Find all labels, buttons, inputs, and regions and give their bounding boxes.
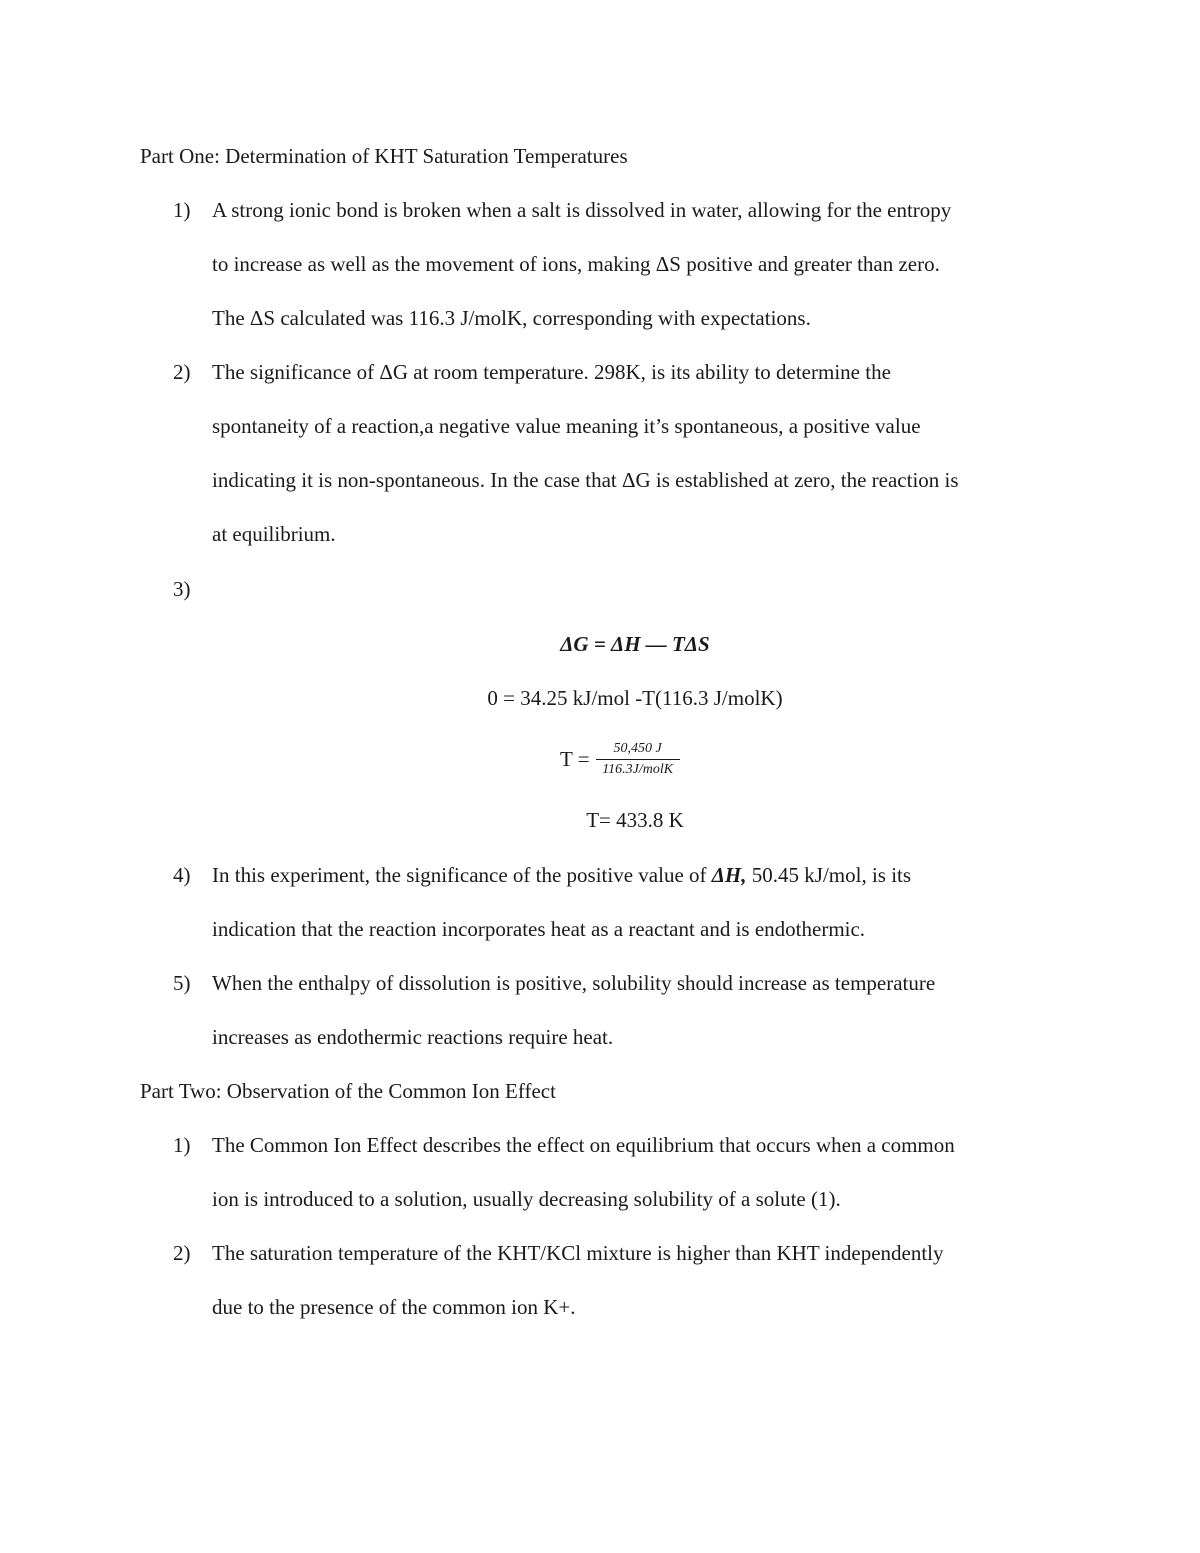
equation-result: T= 433.8 K — [586, 808, 684, 832]
item-text-segment: In this experiment, the significance of the positive value of — [212, 863, 712, 887]
item-text-line: The Common Ion Effect describes the effect on equilibrium that occurs when a common — [212, 1133, 955, 1157]
item-text-line: indication that the reaction incorporates heat as a reactant and is endothermic. — [212, 917, 866, 941]
gibbs-equation: ΔG = ΔH — TΔS — [560, 632, 710, 656]
item-text-line: due to the presence of the common ion K+. — [212, 1295, 576, 1319]
item-text-line: at equilibrium. — [212, 522, 336, 546]
item-text-line: increases as endothermic reactions require heat. — [212, 1025, 614, 1049]
item-text-line: spontaneity of a reaction,a negative value meaning it’s spontaneous, a positive value — [212, 414, 921, 438]
item-number: 3) — [173, 577, 191, 601]
item-text-segment: 50.45 kJ/mol, is its — [746, 863, 912, 887]
part-two-heading: Part Two: Observation of the Common Ion Effect — [140, 1079, 556, 1103]
item-text-line: The saturation temperature of the KHT/KCl mixture is higher than KHT independently — [212, 1241, 944, 1265]
fraction-lhs: T = — [560, 747, 590, 771]
enthalpy-symbol: ΔH, — [711, 863, 747, 887]
item-text-line: to increase as well as the movement of ions, making ΔS positive and greater than zero. — [212, 252, 940, 276]
item-number: 5) — [173, 971, 191, 995]
item-text-line: When the enthalpy of dissolution is positive, solubility should increase as temperature — [212, 971, 936, 995]
fraction — [596, 740, 680, 779]
item-text-line — [212, 861, 911, 889]
item-number: 1) — [173, 1133, 191, 1157]
item-number: 4) — [173, 863, 191, 887]
equation-substitution: 0 = 34.25 kJ/mol -T(116.3 J/molK) — [487, 686, 783, 710]
item-text-line: ion is introduced to a solution, usually decreasing solubility of a solute (1). — [212, 1187, 841, 1211]
part-one-heading: Part One: Determination of KHT Saturation Temperatures — [140, 144, 628, 168]
item-number: 1) — [173, 198, 191, 222]
fraction-equation — [560, 737, 680, 781]
item-text-line: indicating it is non-spontaneous. In the case that ΔG is established at zero, the reaction is — [212, 468, 959, 492]
fraction-numerator: 50,450 J — [596, 740, 680, 760]
item-text-line: The ΔS calculated was 116.3 J/molK, corresponding with expectations. — [212, 306, 811, 330]
item-number: 2) — [173, 1241, 191, 1265]
item-text-line: A strong ionic bond is broken when a salt is dissolved in water, allowing for the entropy — [212, 198, 952, 222]
item-text-line: The significance of ΔG at room temperature. 298K, is its ability to determine the — [212, 360, 891, 384]
fraction-denominator: 116.3J/molK — [602, 761, 674, 777]
item-number: 2) — [173, 360, 191, 384]
